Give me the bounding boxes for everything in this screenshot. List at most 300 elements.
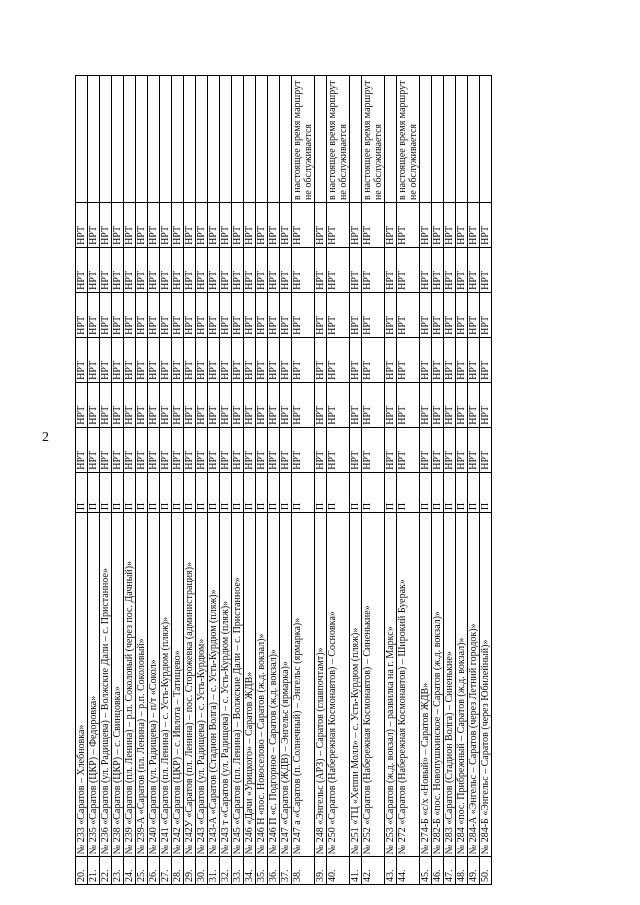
table-row <box>136 76 148 885</box>
tariff-cell: НРТ <box>232 382 244 427</box>
tariff-cell: НРТ <box>280 427 292 472</box>
row-number-cell: 47. <box>444 857 456 885</box>
tariff-cell: НРТ <box>256 337 268 382</box>
row-number-cell: 43. <box>385 857 397 885</box>
route-note-cell: в настоящее время маршрут не обслуживается <box>397 76 420 203</box>
route-note-cell <box>88 76 100 203</box>
row-number-cell: 26. <box>148 857 160 885</box>
tariff-cell: НРТ <box>256 202 268 247</box>
row-number-cell: 20. <box>76 857 88 885</box>
tariff-cell: НРТ <box>292 292 315 337</box>
route-type-cell: П <box>480 472 492 512</box>
route-note-cell <box>196 76 208 203</box>
tariff-cell: НРТ <box>315 247 327 292</box>
tariff-cell: НРТ <box>100 382 112 427</box>
route-name-cell: № 284-Б «Энгельс – Саратов (через Юбилейный)» <box>480 513 492 857</box>
tariff-cell: НРТ <box>172 427 184 472</box>
route-note-cell <box>420 76 432 203</box>
tariff-cell: НРТ <box>397 427 420 472</box>
table-row <box>480 76 492 885</box>
row-number-cell: 33. <box>232 857 244 885</box>
tariff-cell: НРТ <box>327 247 350 292</box>
row-number-cell: 44. <box>397 857 420 885</box>
tariff-cell: НРТ <box>385 337 397 382</box>
tariff-cell: НРТ <box>88 202 100 247</box>
tariff-cell: НРТ <box>232 292 244 337</box>
row-number-cell: 42. <box>362 857 385 885</box>
tariff-cell: НРТ <box>268 427 280 472</box>
row-number-cell: 49. <box>468 857 480 885</box>
route-note-cell <box>232 76 244 203</box>
tariff-cell: НРТ <box>220 427 232 472</box>
route-type-cell: П <box>220 472 232 512</box>
tariff-cell: НРТ <box>100 337 112 382</box>
tariff-cell: НРТ <box>385 427 397 472</box>
tariff-cell: НРТ <box>292 382 315 427</box>
tariff-cell: НРТ <box>172 382 184 427</box>
route-type-cell: П <box>444 472 456 512</box>
table-row <box>292 76 315 885</box>
route-note-cell <box>100 76 112 203</box>
table-row <box>244 76 256 885</box>
route-note-cell <box>112 76 124 203</box>
tariff-cell: НРТ <box>468 292 480 337</box>
tariff-cell: НРТ <box>420 382 432 427</box>
tariff-cell: НРТ <box>468 247 480 292</box>
table-row <box>385 76 397 885</box>
tariff-cell: НРТ <box>480 292 492 337</box>
tariff-cell: НРТ <box>280 382 292 427</box>
tariff-cell: НРТ <box>468 427 480 472</box>
tariff-cell: НРТ <box>315 337 327 382</box>
tariff-cell: НРТ <box>432 427 444 472</box>
tariff-cell: НРТ <box>468 337 480 382</box>
route-type-cell: П <box>468 472 480 512</box>
tariff-cell: НРТ <box>327 202 350 247</box>
route-note-cell <box>480 76 492 203</box>
tariff-cell: НРТ <box>148 202 160 247</box>
tariff-cell: НРТ <box>350 337 362 382</box>
tariff-cell: НРТ <box>480 202 492 247</box>
tariff-cell: НРТ <box>160 382 172 427</box>
route-type-cell: П <box>76 472 88 512</box>
table-row <box>350 76 362 885</box>
tariff-cell: НРТ <box>76 247 88 292</box>
tariff-cell: НРТ <box>208 292 220 337</box>
route-type-cell: П <box>268 472 280 512</box>
tariff-cell: НРТ <box>268 202 280 247</box>
tariff-cell: НРТ <box>208 427 220 472</box>
route-note-cell <box>350 76 362 203</box>
tariff-cell: НРТ <box>136 247 148 292</box>
route-type-cell: П <box>397 472 420 512</box>
tariff-cell: НРТ <box>232 202 244 247</box>
table-row <box>327 76 350 885</box>
tariff-cell: НРТ <box>160 337 172 382</box>
table-row <box>100 76 112 885</box>
tariff-cell: НРТ <box>315 427 327 472</box>
tariff-cell: НРТ <box>385 247 397 292</box>
route-type-cell: П <box>100 472 112 512</box>
tariff-cell: НРТ <box>148 337 160 382</box>
row-number-cell: 25. <box>136 857 148 885</box>
route-note-cell <box>208 76 220 203</box>
route-name-cell: № 246 «Дачи «Урицкого» – Саратов ЖДВ» <box>244 513 256 857</box>
route-note-cell <box>444 76 456 203</box>
row-number-cell: 24. <box>124 857 136 885</box>
tariff-cell: НРТ <box>76 427 88 472</box>
tariff-cell: НРТ <box>100 202 112 247</box>
tariff-cell: НРТ <box>184 202 196 247</box>
tariff-cell: НРТ <box>362 427 385 472</box>
tariff-cell: НРТ <box>196 382 208 427</box>
route-type-cell: П <box>362 472 385 512</box>
row-number-cell: 40. <box>327 857 350 885</box>
tariff-cell: НРТ <box>480 382 492 427</box>
tariff-cell: НРТ <box>76 292 88 337</box>
table-row <box>148 76 160 885</box>
tariff-cell: НРТ <box>76 337 88 382</box>
tariff-cell: НРТ <box>315 382 327 427</box>
route-name-cell: № 282-Б «пос. Новопушкинское – Саратов (ж.д. вокзал)» <box>432 513 444 857</box>
route-name-cell: № 241 «Саратов (пл. Ленина) – с. Усть-Курдюм (пляж)» <box>160 513 172 857</box>
route-type-cell: П <box>88 472 100 512</box>
tariff-cell: НРТ <box>112 427 124 472</box>
tariff-cell: НРТ <box>256 292 268 337</box>
tariff-cell: НРТ <box>362 292 385 337</box>
tariff-cell: НРТ <box>160 292 172 337</box>
tariff-cell: НРТ <box>112 247 124 292</box>
tariff-cell: НРТ <box>220 337 232 382</box>
tariff-cell: НРТ <box>456 382 468 427</box>
row-number-cell: 30. <box>196 857 208 885</box>
table-row <box>397 76 420 885</box>
tariff-cell: НРТ <box>327 427 350 472</box>
tariff-cell: НРТ <box>184 382 196 427</box>
tariff-cell: НРТ <box>196 292 208 337</box>
row-number-cell: 45. <box>420 857 432 885</box>
tariff-cell: НРТ <box>292 247 315 292</box>
tariff-cell: НРТ <box>88 382 100 427</box>
tariff-cell: НРТ <box>88 337 100 382</box>
row-number-cell: 50. <box>480 857 492 885</box>
route-type-cell: П <box>208 472 220 512</box>
tariff-cell: НРТ <box>244 382 256 427</box>
route-type-cell: П <box>136 472 148 512</box>
tariff-cell: НРТ <box>136 337 148 382</box>
tariff-cell: НРТ <box>397 382 420 427</box>
tariff-cell: НРТ <box>280 337 292 382</box>
tariff-cell: НРТ <box>420 427 432 472</box>
route-note-cell <box>124 76 136 203</box>
tariff-cell: НРТ <box>184 247 196 292</box>
tariff-cell: НРТ <box>172 292 184 337</box>
route-name-cell: № 233 «Саратов – Хлебновка» <box>76 513 88 857</box>
tariff-cell: НРТ <box>124 247 136 292</box>
tariff-cell: НРТ <box>136 382 148 427</box>
table-row <box>362 76 385 885</box>
table-row <box>196 76 208 885</box>
route-name-cell: № 284 «пос. Прибрежный – Саратов (ж.д. вокзал)» <box>456 513 468 857</box>
tariff-cell: НРТ <box>362 202 385 247</box>
route-name-cell: № 235 «Саратов (ЦКР) – Федоровка» <box>88 513 100 857</box>
route-note-cell <box>160 76 172 203</box>
row-number-cell: 39. <box>315 857 327 885</box>
route-name-cell: № 239-А «Саратов (пл. Ленина) – р.п. Соколовый» <box>136 513 148 857</box>
row-number-cell: 22. <box>100 857 112 885</box>
row-number-cell: 46. <box>432 857 444 885</box>
tariff-cell: НРТ <box>480 247 492 292</box>
tariff-cell: НРТ <box>420 202 432 247</box>
tariff-cell: НРТ <box>456 202 468 247</box>
tariff-cell: НРТ <box>268 247 280 292</box>
tariff-cell: НРТ <box>184 292 196 337</box>
route-name-cell: № 272 «Саратов (Набережная Космонавтов) – Широкий Буерак» <box>397 513 420 857</box>
route-type-cell: П <box>292 472 315 512</box>
tariff-cell: НРТ <box>208 247 220 292</box>
tariff-cell: НРТ <box>432 337 444 382</box>
tariff-cell: НРТ <box>244 247 256 292</box>
tariff-cell: НРТ <box>136 292 148 337</box>
table-row <box>444 76 456 885</box>
tariff-cell: НРТ <box>220 202 232 247</box>
tariff-cell: НРТ <box>232 247 244 292</box>
tariff-cell: НРТ <box>88 247 100 292</box>
tariff-cell: НРТ <box>172 202 184 247</box>
route-type-cell: П <box>196 472 208 512</box>
tariff-cell: НРТ <box>100 247 112 292</box>
tariff-cell: НРТ <box>256 427 268 472</box>
tariff-cell: НРТ <box>220 247 232 292</box>
tariff-cell: НРТ <box>385 202 397 247</box>
tariff-cell: НРТ <box>420 247 432 292</box>
route-note-cell <box>280 76 292 203</box>
route-name-cell: № 246 Н «пос. Новоселово – Саратов (ж.д. вокзал)» <box>256 513 268 857</box>
tariff-cell: НРТ <box>136 427 148 472</box>
route-note-cell <box>148 76 160 203</box>
tariff-cell: НРТ <box>468 382 480 427</box>
table-row <box>420 76 432 885</box>
tariff-cell: НРТ <box>220 292 232 337</box>
tariff-cell: НРТ <box>456 292 468 337</box>
row-number-cell: 48. <box>456 857 468 885</box>
row-number-cell: 29. <box>184 857 196 885</box>
tariff-cell: НРТ <box>244 337 256 382</box>
route-note-cell <box>385 76 397 203</box>
table-row <box>256 76 268 885</box>
table-row <box>124 76 136 885</box>
tariff-cell: НРТ <box>268 382 280 427</box>
route-name-cell: № 253 «Саратов (ж.д. вокзал) – развилка на г. Маркс» <box>385 513 397 857</box>
tariff-cell: НРТ <box>327 292 350 337</box>
route-name-cell: № 274-Б «с/х «Новый» – Саратов ЖДВ» <box>420 513 432 857</box>
route-name-cell: № 247 а «Саратов (п. Солнечный) – Энгельс (ярмарка)» <box>292 513 315 857</box>
tariff-cell: НРТ <box>88 292 100 337</box>
row-number-cell: 23. <box>112 857 124 885</box>
row-number-cell: 36. <box>268 857 280 885</box>
tariff-cell: НРТ <box>397 292 420 337</box>
tariff-cell: НРТ <box>148 427 160 472</box>
tariff-cell: НРТ <box>124 292 136 337</box>
table-row <box>76 76 88 885</box>
route-note-cell <box>76 76 88 203</box>
table-row <box>268 76 280 885</box>
route-name-cell: № 248 «Энгельс (АРЗ) – Саратов (главпочтамт)» <box>315 513 327 857</box>
route-type-cell: П <box>280 472 292 512</box>
tariff-cell: НРТ <box>148 292 160 337</box>
route-type-cell: П <box>350 472 362 512</box>
tariff-cell: НРТ <box>315 202 327 247</box>
route-name-cell: № 252 «Саратов (Набережная Космонавтов) – Синенькие» <box>362 513 385 857</box>
row-number-cell: 34. <box>244 857 256 885</box>
tariff-cell: НРТ <box>327 337 350 382</box>
tariff-cell: НРТ <box>196 427 208 472</box>
route-name-cell: № 240 «Саратов (ул. Радищева) – п/т «Сокол» <box>148 513 160 857</box>
route-type-cell: П <box>456 472 468 512</box>
route-note-cell <box>244 76 256 203</box>
table-row <box>160 76 172 885</box>
route-type-cell: П <box>315 472 327 512</box>
tariff-cell: НРТ <box>456 337 468 382</box>
tariff-cell: НРТ <box>136 202 148 247</box>
tariff-cell: НРТ <box>480 427 492 472</box>
tariff-cell: НРТ <box>327 382 350 427</box>
row-number-cell: 37. <box>280 857 292 885</box>
row-number-cell: 35. <box>256 857 268 885</box>
tariff-cell: НРТ <box>456 247 468 292</box>
row-number-cell: 21. <box>88 857 100 885</box>
tariff-cell: НРТ <box>385 382 397 427</box>
tariff-cell: НРТ <box>100 292 112 337</box>
route-name-cell: № 243 «Саратов (ул. Радищева) – с. Усть-Курдюм» <box>196 513 208 857</box>
tariff-cell: НРТ <box>184 337 196 382</box>
page-number: 2 <box>42 430 49 445</box>
tariff-cell: НРТ <box>315 292 327 337</box>
tariff-cell: НРТ <box>112 382 124 427</box>
route-note-cell <box>456 76 468 203</box>
tariff-cell: НРТ <box>88 427 100 472</box>
table-row <box>456 76 468 885</box>
tariff-cell: НРТ <box>184 427 196 472</box>
table-row <box>88 76 100 885</box>
tariff-cell: НРТ <box>196 247 208 292</box>
tariff-cell: НРТ <box>444 247 456 292</box>
tariff-cell: НРТ <box>256 382 268 427</box>
route-note-cell <box>220 76 232 203</box>
table-row <box>220 76 232 885</box>
tariff-cell: НРТ <box>220 382 232 427</box>
tariff-cell: НРТ <box>124 202 136 247</box>
route-note-cell <box>184 76 196 203</box>
tariff-cell: НРТ <box>208 382 220 427</box>
tariff-cell: НРТ <box>362 337 385 382</box>
route-name-cell: № 242 «Саратов (ЦКР) – с. Ивлота – Татищево» <box>172 513 184 857</box>
route-name-cell: № 246 П «с. Подгорное – Саратов (ж.д. вокзал)» <box>268 513 280 857</box>
route-name-cell: № 239 «Саратов (пл. Ленина) – р.п. Соколовый (через пос. Дачный)» <box>124 513 136 857</box>
tariff-cell: НРТ <box>292 337 315 382</box>
tariff-cell: НРТ <box>172 247 184 292</box>
tariff-cell: НРТ <box>385 292 397 337</box>
tariff-cell: НРТ <box>208 337 220 382</box>
table-row <box>432 76 444 885</box>
row-number-cell: 41. <box>350 857 362 885</box>
tariff-cell: НРТ <box>160 427 172 472</box>
route-type-cell: П <box>172 472 184 512</box>
tariff-cell: НРТ <box>444 292 456 337</box>
route-name-cell: № 283 «Саратов (Стадион Волга) – Синенькие» <box>444 513 456 857</box>
tariff-cell: НРТ <box>112 292 124 337</box>
tariff-cell: НРТ <box>444 382 456 427</box>
tariff-cell: НРТ <box>208 202 220 247</box>
tariff-cell: НРТ <box>292 202 315 247</box>
route-type-cell: П <box>432 472 444 512</box>
route-type-cell: П <box>112 472 124 512</box>
tariff-cell: НРТ <box>280 247 292 292</box>
route-type-cell: П <box>256 472 268 512</box>
route-type-cell: П <box>244 472 256 512</box>
table-row <box>280 76 292 885</box>
tariff-cell: НРТ <box>124 382 136 427</box>
tariff-cell: НРТ <box>397 337 420 382</box>
route-type-cell: П <box>184 472 196 512</box>
route-name-cell: № 243 т «Саратов (ул. Радищева) – с. Усть-Курдюм (пляж)» <box>220 513 232 857</box>
tariff-cell: НРТ <box>280 292 292 337</box>
route-name-cell: № 236 «Саратов (ул. Радищева) – Волжские Дали – с. Пристанное» <box>100 513 112 857</box>
route-name-cell: № 247 «Саратов (ЖДВ) – Энгельс (ярмарка)» <box>280 513 292 857</box>
tariff-cell: НРТ <box>124 427 136 472</box>
table-row <box>172 76 184 885</box>
tariff-cell: НРТ <box>160 202 172 247</box>
tariff-cell: НРТ <box>76 202 88 247</box>
tariff-cell: НРТ <box>196 202 208 247</box>
tariff-cell: НРТ <box>244 202 256 247</box>
row-number-cell: 28. <box>172 857 184 885</box>
tariff-cell: НРТ <box>292 427 315 472</box>
route-note-cell: в настоящее время маршрут не обслуживается <box>362 76 385 203</box>
tariff-cell: НРТ <box>196 337 208 382</box>
row-number-cell: 32. <box>220 857 232 885</box>
route-name-cell: № 251 «ТЦ «Хеппи Молл» – с. Усть-Курдюм (пляж)» <box>350 513 362 857</box>
tariff-cell: НРТ <box>444 337 456 382</box>
table-row <box>315 76 327 885</box>
route-note-cell <box>468 76 480 203</box>
row-number-cell: 38. <box>292 857 315 885</box>
tariff-cell: НРТ <box>420 337 432 382</box>
routes-table-body <box>76 76 492 885</box>
tariff-cell: НРТ <box>362 247 385 292</box>
route-note-cell <box>172 76 184 203</box>
tariff-cell: НРТ <box>362 382 385 427</box>
route-type-cell: П <box>327 472 350 512</box>
tariff-cell: НРТ <box>397 202 420 247</box>
tariff-cell: НРТ <box>444 427 456 472</box>
route-name-cell: № 243-А «Саратов (Стадион Волга) – с. Усть-Курдюм (пляж)» <box>208 513 220 857</box>
table-row <box>468 76 480 885</box>
tariff-cell: НРТ <box>420 292 432 337</box>
route-note-cell <box>432 76 444 203</box>
tariff-cell: НРТ <box>112 202 124 247</box>
route-note-cell: в настоящее время маршрут не обслуживается <box>292 76 315 203</box>
tariff-cell: НРТ <box>148 382 160 427</box>
route-type-cell: П <box>148 472 160 512</box>
tariff-cell: НРТ <box>468 202 480 247</box>
table-row <box>208 76 220 885</box>
tariff-cell: НРТ <box>256 247 268 292</box>
tariff-cell: НРТ <box>268 292 280 337</box>
route-type-cell: П <box>420 472 432 512</box>
tariff-cell: НРТ <box>100 427 112 472</box>
tariff-cell: НРТ <box>76 382 88 427</box>
